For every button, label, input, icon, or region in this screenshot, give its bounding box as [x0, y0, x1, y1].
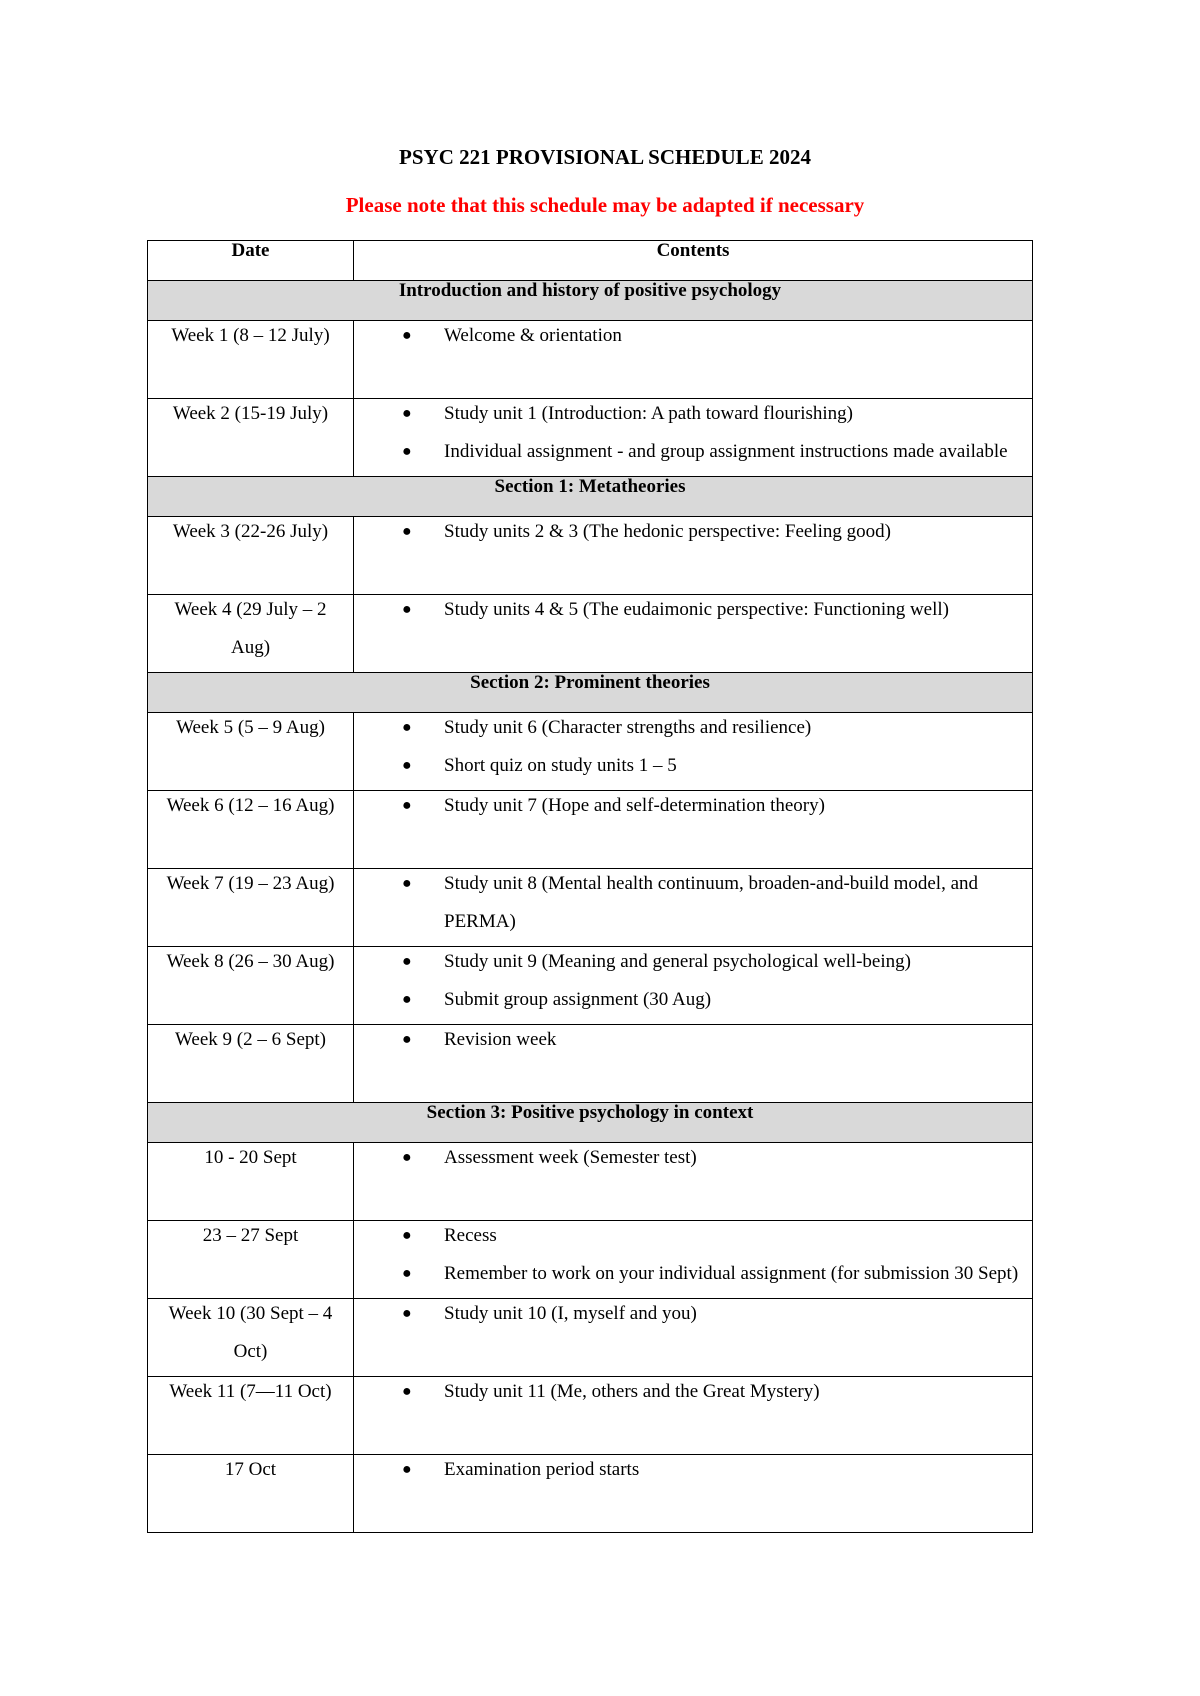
row-date: Week 3 (22-26 July) — [172, 521, 329, 542]
list-item-text: Study unit 11 (Me, others and the Great Mystery) — [444, 1381, 820, 1402]
list-item-text: Study unit 1 (Introduction: A path toward flourishing) — [444, 403, 853, 424]
row-contents-cell — [354, 1025, 1033, 1103]
row-item-list — [354, 1373, 1032, 1411]
list-item — [354, 1255, 1032, 1293]
schedule-row — [148, 1143, 1033, 1221]
bullet-icon: ● — [402, 1461, 412, 1478]
row-date-cell — [148, 517, 354, 595]
list-item-text: Study unit 7 (Hope and self-determination theory) — [444, 795, 825, 816]
bullet-icon: ● — [402, 523, 412, 540]
schedule-row — [148, 869, 1033, 947]
bullet-icon: ● — [402, 1265, 412, 1282]
bullet-icon: ● — [402, 1383, 412, 1400]
row-item-list — [354, 865, 1032, 941]
row-item-list — [354, 317, 1032, 355]
bullet-icon: ● — [402, 797, 412, 814]
list-item-text: Study units 2 & 3 (The hedonic perspective: Feeling good) — [444, 521, 891, 542]
list-item-text: Recess — [444, 1225, 497, 1246]
row-date: Week 5 (5 – 9 Aug) — [176, 717, 325, 738]
bullet-icon: ● — [402, 405, 412, 422]
list-item — [354, 943, 1032, 981]
list-item-text: Study unit 9 (Meaning and general psychological well-being) — [444, 951, 911, 972]
schedule-note: Please note that this schedule may be adapted if necessary — [345, 193, 865, 217]
row-contents-cell — [354, 791, 1033, 869]
row-date: Week 11 (7—11 Oct) — [169, 1381, 332, 1402]
schedule-row — [148, 1299, 1033, 1377]
row-date-cell — [148, 947, 354, 1025]
bullet-icon: ● — [402, 601, 412, 618]
bullet-icon: ● — [402, 719, 412, 736]
row-item-list — [354, 1451, 1032, 1489]
list-item-text: Revision week — [444, 1029, 557, 1050]
list-item-text: Study unit 10 (I, myself and you) — [444, 1303, 697, 1324]
schedule-row — [148, 517, 1033, 595]
section-heading-row — [148, 1103, 1033, 1143]
list-item-text: Study units 4 & 5 (The eudaimonic perspective: Functioning well) — [444, 599, 949, 620]
bullet-icon: ● — [402, 875, 412, 892]
list-item — [354, 1373, 1032, 1411]
row-item-list — [354, 943, 1032, 1019]
bullet-icon: ● — [402, 991, 412, 1008]
list-item — [354, 395, 1032, 433]
row-item-list — [354, 591, 1032, 629]
row-contents-cell — [354, 1143, 1033, 1221]
row-date: Week 2 (15-19 July) — [172, 403, 329, 424]
section-heading: Section 1: Metatheories — [148, 477, 1033, 517]
list-item — [354, 1451, 1032, 1489]
schedule-row — [148, 713, 1033, 791]
list-item — [354, 747, 1032, 785]
row-item-list — [354, 395, 1032, 471]
list-item-text: Individual assignment - and group assignment instructions made available — [444, 441, 1008, 462]
list-item — [354, 317, 1032, 355]
list-item-text: Remember to work on your individual assignment (for submission 30 Sept) — [444, 1263, 1019, 1284]
row-item-list — [354, 513, 1032, 551]
schedule-row — [148, 1455, 1033, 1533]
list-item — [354, 865, 1032, 941]
row-date-cell — [148, 595, 354, 673]
list-item-text: Submit group assignment (30 Aug) — [444, 989, 712, 1010]
row-date: Week 8 (26 – 30 Aug) — [166, 951, 335, 972]
bullet-icon: ● — [402, 1031, 412, 1048]
row-item-list — [354, 1021, 1032, 1059]
row-date: Week 6 (12 – 16 Aug) — [166, 795, 335, 816]
row-contents-cell — [354, 1455, 1033, 1533]
row-date: 10 - 20 Sept — [204, 1147, 297, 1168]
list-item-text: Welcome & orientation — [444, 325, 622, 346]
schedule-row — [148, 947, 1033, 1025]
list-item — [354, 709, 1032, 747]
row-item-list — [354, 1139, 1032, 1177]
row-date: Week 9 (2 – 6 Sept) — [175, 1029, 326, 1050]
schedule-table — [147, 240, 1033, 1533]
bullet-icon: ● — [402, 327, 412, 344]
bullet-icon: ● — [402, 1149, 412, 1166]
row-date: Week 10 (30 Sept – 4 Oct) — [168, 1303, 333, 1362]
row-contents-cell — [354, 869, 1033, 947]
list-item-text: Assessment week (Semester test) — [444, 1147, 697, 1168]
row-date-cell — [148, 1299, 354, 1377]
list-item — [354, 1021, 1032, 1059]
bullet-icon: ● — [402, 1305, 412, 1322]
row-contents-cell — [354, 713, 1033, 791]
list-item-text: Examination period starts — [444, 1459, 640, 1480]
row-item-list — [354, 787, 1032, 825]
bullet-icon: ● — [402, 757, 412, 774]
row-date-cell — [148, 1143, 354, 1221]
section-heading: Section 2: Prominent theories — [148, 673, 1033, 713]
list-item — [354, 787, 1032, 825]
list-item — [354, 591, 1032, 629]
list-item — [354, 513, 1032, 551]
header-contents: Contents — [354, 241, 1033, 281]
row-contents-cell — [354, 947, 1033, 1025]
row-date-cell — [148, 869, 354, 947]
list-item-text: Short quiz on study units 1 – 5 — [444, 755, 677, 776]
schedule-row — [148, 1025, 1033, 1103]
header-date: Date — [148, 241, 354, 281]
row-date: 17 Oct — [224, 1459, 277, 1480]
row-contents-cell — [354, 595, 1033, 673]
list-item-text: Study unit 8 (Mental health continuum, broaden-and-build model, and PERMA) — [444, 873, 979, 932]
list-item-text: Study unit 6 (Character strengths and resilience) — [444, 717, 812, 738]
row-date: Week 1 (8 – 12 July) — [171, 325, 330, 346]
row-date: Week 4 (29 July – 2 Aug) — [174, 599, 327, 658]
row-date: 23 – 27 Sept — [202, 1225, 299, 1246]
list-item — [354, 1217, 1032, 1255]
schedule-row — [148, 399, 1033, 477]
bullet-icon: ● — [402, 953, 412, 970]
row-contents-cell — [354, 321, 1033, 399]
row-date-cell — [148, 1377, 354, 1455]
section-heading: Section 3: Positive psychology in context — [148, 1103, 1033, 1143]
bullet-icon: ● — [402, 1227, 412, 1244]
row-item-list — [354, 709, 1032, 785]
table-header-row — [148, 241, 1033, 281]
schedule-row — [148, 321, 1033, 399]
row-contents-cell — [354, 1377, 1033, 1455]
row-item-list — [354, 1217, 1032, 1293]
row-date-cell — [148, 1221, 354, 1299]
schedule-row — [148, 1221, 1033, 1299]
page-title: PSYC 221 PROVISIONAL SCHEDULE 2024 — [399, 145, 811, 169]
row-date-cell — [148, 399, 354, 477]
row-date-cell — [148, 321, 354, 399]
row-date-cell — [148, 1025, 354, 1103]
section-heading-row — [148, 281, 1033, 321]
row-date-cell — [148, 1455, 354, 1533]
row-date: Week 7 (19 – 23 Aug) — [166, 873, 335, 894]
schedule-row — [148, 595, 1033, 673]
schedule-row — [148, 1377, 1033, 1455]
list-item — [354, 1295, 1032, 1333]
list-item — [354, 433, 1032, 471]
row-date-cell — [148, 713, 354, 791]
section-heading: Introduction and history of positive psychology — [148, 281, 1033, 321]
list-item — [354, 1139, 1032, 1177]
row-date-cell — [148, 791, 354, 869]
bullet-icon: ● — [402, 443, 412, 460]
row-contents-cell — [354, 1221, 1033, 1299]
row-contents-cell — [354, 399, 1033, 477]
section-heading-row — [148, 673, 1033, 713]
row-item-list — [354, 1295, 1032, 1333]
row-contents-cell — [354, 1299, 1033, 1377]
schedule-row — [148, 791, 1033, 869]
row-contents-cell — [354, 517, 1033, 595]
section-heading-row — [148, 477, 1033, 517]
list-item — [354, 981, 1032, 1019]
